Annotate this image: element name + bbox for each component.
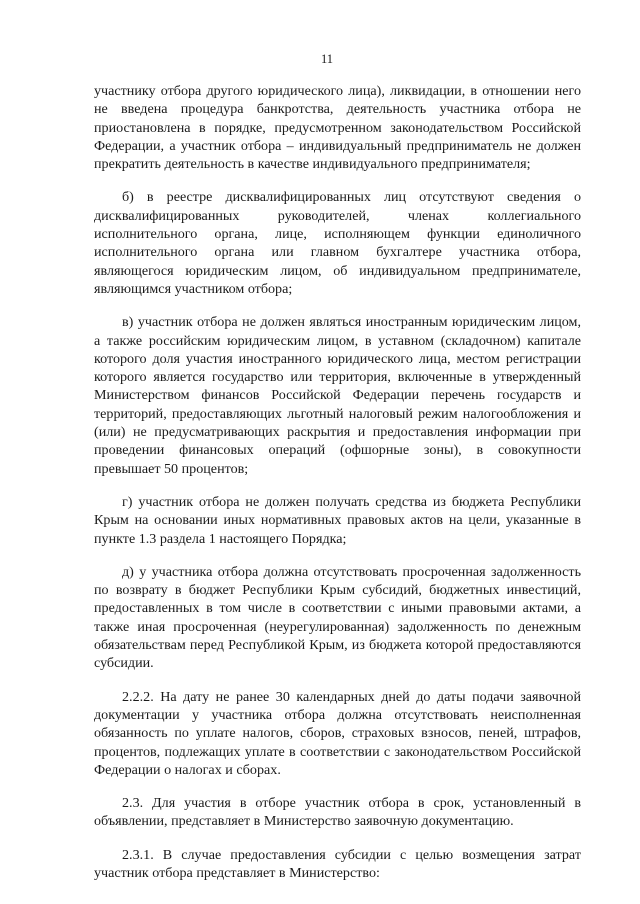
document-body — [94, 82, 581, 897]
page-number: 11 — [320, 52, 334, 66]
paragraph-item-d: д) у участника отбора должна отсутствовать просроченная задолженность по возврату в бюджет Республики Крым субсидий, бюджетных инвестиций, предоставленных в том числе в соответствии с иными правовыми актами, а также иная просроченная (неурегулированная) задолженность по денежным обязательствам перед Республикой Крым, из бюджета которой предоставляются субсидии. — [94, 563, 581, 672]
paragraph-2-3-1: 2.3.1. В случае предоставления субсидии с целью возмещения затрат участник отбора представляет в Министерство: — [94, 846, 581, 881]
paragraph-item-b: б) в реестре дисквалифицированных лиц отсутствуют сведения о дисквалифицированных руководителей, членах коллегиального исполнительного органа, лице, исполняющем функции единоличного исполнительного органа или главном бухгалтере участника отбора, являющегося юридическим лицом, об индивидуальном предпринимателе, являющимся участником отбора; — [94, 189, 581, 297]
paragraph-2-2-2: 2.2.2. На дату не ранее 30 календарных дней до даты подачи заявочной документации у участника отбора должна отсутствовать неисполненная обязанность по уплате налогов, сборов, страховых взносов, пеней, штрафов, процентов, подлежащих уплате в соответствии с законодательством Российской Федерации о налогах и сборах. — [94, 688, 581, 778]
paragraph-item-v: в) участник отбора не должен являться иностранным юридическим лицом, а также российским юридическим лицом, в уставном (складочном) капитале которого доля участия иностранного юридического лица, местом регистрации которого является государство или территория, включенные в утвержденный Министерством финансов Российской Федерации перечень государств и территорий, предоставляющих льготный налоговый режим налогообложения и (или) не предусматривающих раскрытия и предоставления информации при проведении финансовых операций (офшорные зоны), в совокупности превышает 50 процентов; — [94, 314, 581, 477]
paragraph-2-3: 2.3. Для участия в отборе участник отбора в срок, установленный в объявлении, представляет в Министерство заявочную документацию. — [94, 795, 581, 830]
paragraph-item-g: г) участник отбора не должен получать средства из бюджета Республики Крым на основании иных нормативных правовых актов на цели, указанные в пункте 1.3 раздела 1 настоящего Порядка; — [94, 493, 581, 547]
paragraph-continuation: участнику отбора другого юридического лица), ликвидации, в отношении него не введена процедура банкротства, деятельность участника отбора не приостановлена в порядке, предусмотренном законодательством Российской Федерации, а участник отбора – индивидуальный предприниматель не должен прекратить деятельность в качестве индивидуального предпринимателя; — [94, 83, 581, 173]
